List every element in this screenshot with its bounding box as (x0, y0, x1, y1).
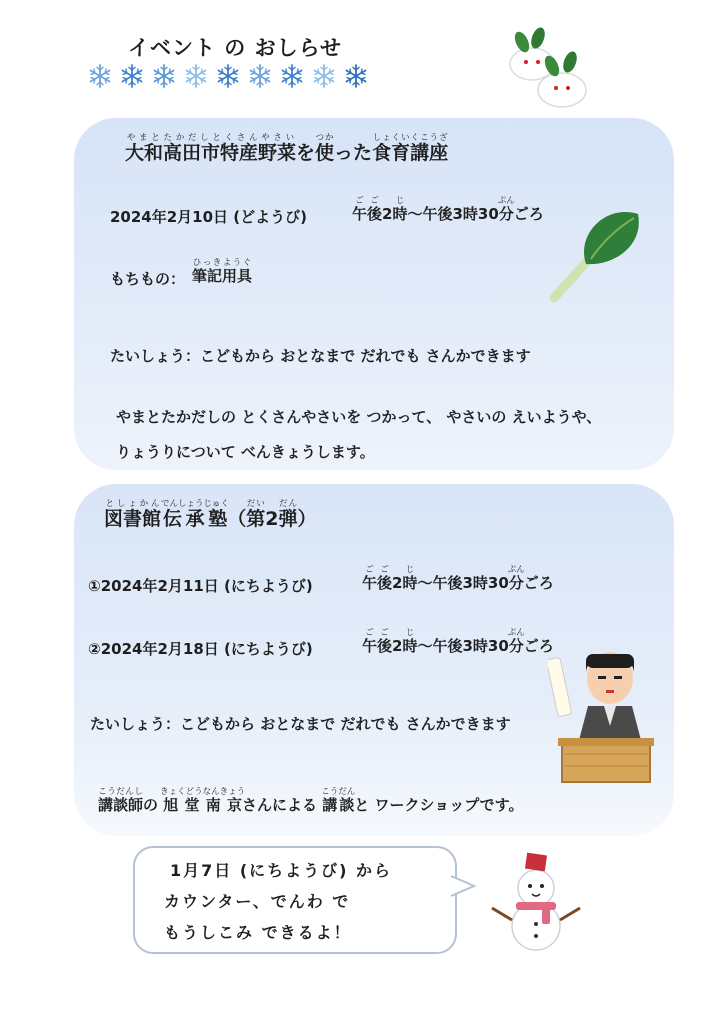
text-segment: ごろ (513, 205, 544, 223)
signup-line3: もうしこみ できるよ！ (164, 923, 352, 942)
snowflake-icon (342, 62, 370, 90)
ruby-text: 午後ごご (362, 628, 393, 655)
snowflake-icon (278, 62, 306, 90)
ruby-text: 分ぷん (507, 628, 525, 655)
event1-time (352, 196, 544, 224)
event2-description (98, 787, 523, 815)
event1-description-line2: りょうりについて べんきょうします。 (116, 443, 375, 461)
event1-items-label: もちもの： (110, 270, 186, 288)
text-segment: ～午後3時30 (417, 574, 509, 592)
event1-target-label: たいしょう： (110, 347, 201, 365)
vegetable-icon (546, 204, 646, 304)
ruby-text: 第だい (246, 499, 266, 530)
event2-session1-date: ①2024年2月11日 (にちようび) (88, 577, 313, 595)
text-segment: の (143, 796, 164, 814)
text-segment: と ワークショップです。 (354, 796, 524, 814)
event2-title (104, 499, 317, 531)
text-segment: ～午後3時30 (407, 205, 499, 223)
ruby-text: 講談師こうだんし (98, 787, 144, 814)
ruby-text: 図書館としょかん (104, 499, 162, 530)
ruby-text: 分ぷん (497, 196, 515, 223)
text-segment: を (296, 142, 316, 164)
event1-date: 2024年2月10日 (どようび) (110, 208, 307, 226)
storyteller-icon (548, 650, 658, 786)
ruby-text: 講談こうだん (321, 787, 356, 814)
event1-description-line1: やまとたかだしの とくさんやさいを つかって、 やさいの えいようや、 (116, 408, 602, 426)
signup-line2: カウンター、でんわ で (164, 892, 351, 911)
text-segment: ～午後3時30 (417, 637, 509, 655)
ruby-text: 南京なんきょう (202, 787, 246, 814)
event1-target-value: こどもから おとなまで だれでも さんかできます (200, 347, 531, 365)
event2-target-value: こどもから おとなまで だれでも さんかできます (180, 715, 511, 733)
ruby-text: 使つか (315, 133, 335, 164)
text-segment: ごろ (523, 637, 554, 655)
snowflake-row (86, 62, 370, 90)
ruby-text: 旭堂きょくどう (160, 787, 203, 814)
text-segment: 2 (265, 508, 279, 530)
snowman-icon (490, 850, 582, 954)
ruby-text: 時じ (402, 565, 418, 592)
ruby-text: 時じ (392, 196, 408, 223)
ruby-text: 午後ごご (352, 196, 383, 223)
ruby-text: 弾だん (278, 499, 298, 530)
event1-title (125, 133, 448, 165)
ruby-text: 午後ごご (362, 565, 393, 592)
event2-session2-date: ②2024年2月18日 (にちようび) (88, 640, 313, 658)
ruby-text: 分ぷん (507, 565, 525, 592)
snowflake-icon (246, 62, 274, 90)
ruby-text: 伝承塾でんしょうじゅく (161, 499, 230, 530)
text-segment: ） (297, 508, 317, 530)
ruby-text: 食育講座しょくいくこうざ (372, 133, 449, 164)
text-segment: 2 (382, 205, 393, 223)
event2-session2-time (362, 628, 554, 656)
snowflake-icon (214, 62, 242, 90)
event2-target-label: たいしょう： (90, 715, 181, 733)
ruby-text: 筆記用具ひっきようぐ (192, 258, 253, 285)
page-title: イベント の おしらせ (128, 36, 342, 60)
signup-line1: 1月7日 (にちようび) から (170, 861, 393, 880)
event2-session1-time (362, 565, 554, 593)
snowflake-icon (150, 62, 178, 90)
bubble-tail (450, 874, 476, 900)
text-segment: 2 (392, 637, 403, 655)
text-segment: った (334, 142, 373, 164)
ruby-text: 大和高田市特産野菜やまとたかだしとくさんやさい (125, 133, 297, 164)
snowflake-icon (86, 62, 114, 90)
text-segment: 2 (392, 574, 403, 592)
text-segment: さんによる (242, 796, 323, 814)
snowflake-icon (118, 62, 146, 90)
text-segment: （ (227, 508, 247, 530)
snow-rabbit-icon (500, 18, 596, 110)
snowflake-icon (310, 62, 338, 90)
snowflake-icon (182, 62, 210, 90)
text-segment: ごろ (523, 574, 554, 592)
event1-items-value (192, 258, 252, 286)
ruby-text: 時じ (402, 628, 418, 655)
